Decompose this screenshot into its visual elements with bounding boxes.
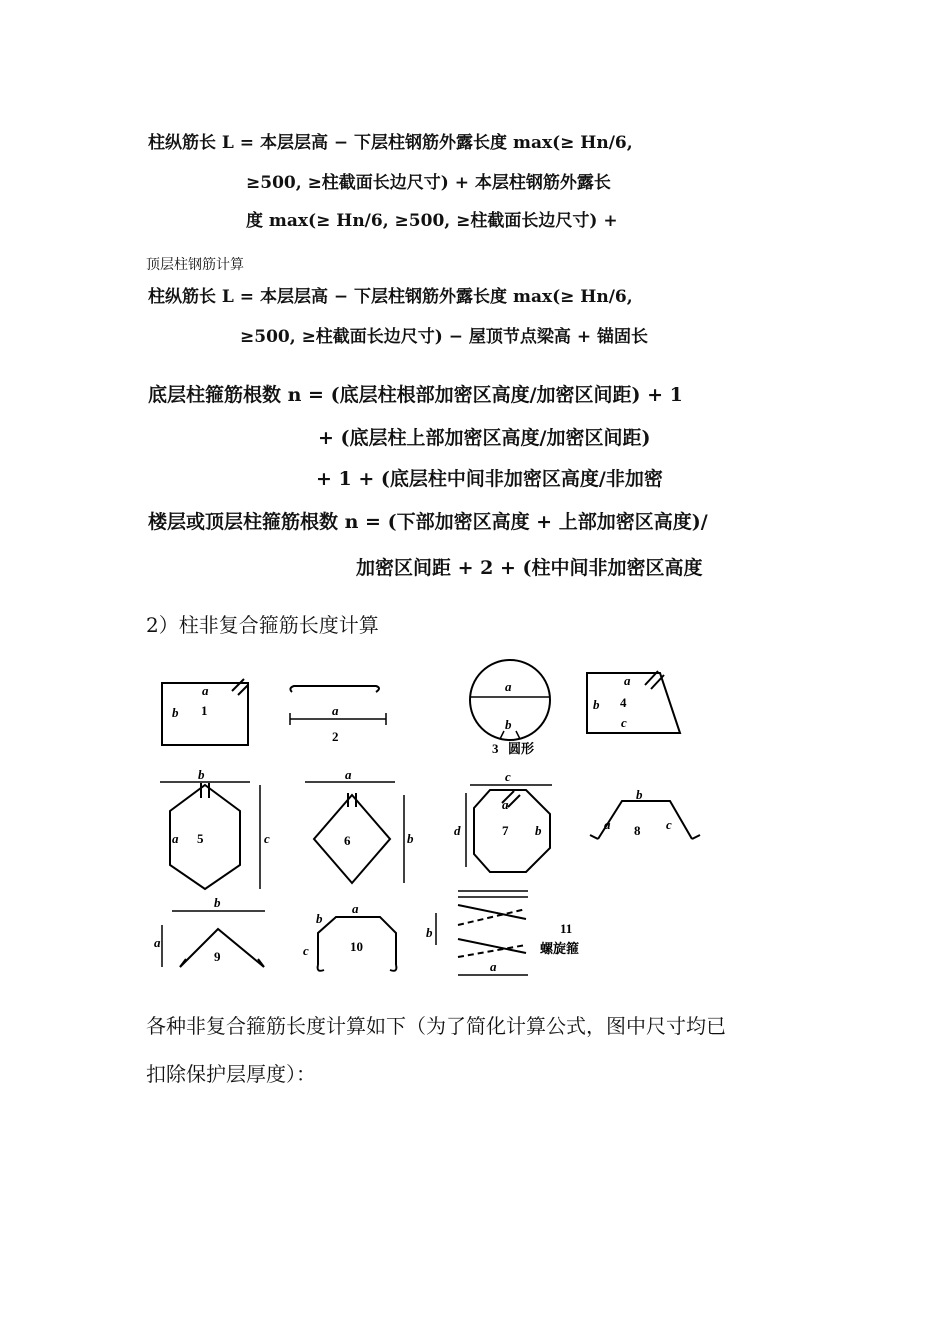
fig-label-5b: b bbox=[198, 767, 205, 782]
stirrup-count-line-4: 楼层或顶层柱箍筋根数 n = (下部加密区高度 + 上部加密区高度)/ bbox=[148, 511, 708, 533]
fig-label-3a: a bbox=[505, 679, 512, 694]
fig-label-11b: b bbox=[426, 925, 433, 940]
fig-label-7b: b bbox=[535, 823, 542, 838]
fig-label-4a: a bbox=[624, 673, 631, 688]
stirrup-count-line-5: 加密区间距 + 2 + (柱中间非加密区高度 bbox=[356, 557, 703, 579]
fig-num-3: 3 bbox=[492, 741, 499, 756]
paragraph-line-2: 扣除保护层厚度）： bbox=[146, 1062, 316, 1086]
fig-label-1b: b bbox=[172, 705, 179, 720]
fig-num-1: 1 bbox=[201, 703, 208, 718]
section-heading: 2）柱非复合箍筋长度计算 bbox=[146, 613, 379, 637]
fig-label-10a: a bbox=[352, 901, 359, 916]
fig-label-3b: b bbox=[505, 717, 512, 732]
stirrup-shapes-figure bbox=[140, 655, 720, 990]
fig-label-6a: a bbox=[345, 767, 352, 782]
fig-num-10: 10 bbox=[350, 939, 363, 954]
fig-num-2: 2 bbox=[332, 729, 339, 744]
fig-num-8: 8 bbox=[634, 823, 641, 838]
fig-num-9: 9 bbox=[214, 949, 221, 964]
fig-label-9b: b bbox=[214, 895, 221, 910]
fig-label-9a: a bbox=[154, 935, 161, 950]
formula-mid-line-2: ≥500, ≥柱截面长边尺寸) + 本层柱钢筋外露长 bbox=[246, 173, 611, 193]
top-floor-heading: 顶层柱钢筋计算 bbox=[146, 257, 244, 273]
fig-label-7d: d bbox=[454, 823, 461, 838]
fig-label-10b: b bbox=[316, 911, 323, 926]
stirrup-count-line-3: + 1 + (底层柱中间非加密区高度/非加密 bbox=[316, 468, 663, 490]
fig-label-10c: c bbox=[303, 943, 309, 958]
fig-label-5a: a bbox=[172, 831, 179, 846]
fig-num-11: 11 bbox=[560, 921, 573, 936]
fig-label-8b: b bbox=[636, 787, 643, 802]
formula-mid-line-3: 度 max(≥ Hn/6, ≥500, ≥柱截面长边尺寸) + bbox=[246, 211, 618, 231]
stirrup-count-line-2: + (底层柱上部加密区高度/加密区间距) bbox=[318, 427, 651, 449]
stirrup-count-line-1: 底层柱箍筋根数 n = (底层柱根部加密区高度/加密区间距) + 1 bbox=[148, 384, 683, 406]
fig-label-11a: a bbox=[490, 959, 497, 974]
formula-mid-line-1: 柱纵筋长 L = 本层层高 − 下层柱钢筋外露长度 max(≥ Hn/6, bbox=[148, 133, 633, 153]
fig-name-3: 圆形 bbox=[508, 741, 535, 756]
fig-label-5c: c bbox=[264, 831, 270, 846]
fig-label-4c: c bbox=[621, 715, 627, 730]
fig-label-6b: b bbox=[407, 831, 414, 846]
fig-label-2a: a bbox=[332, 703, 339, 718]
fig-label-4b: b bbox=[593, 697, 600, 712]
fig-label-7c: c bbox=[505, 769, 511, 784]
fig-num-6: 6 bbox=[344, 833, 351, 848]
fig-num-7: 7 bbox=[502, 823, 509, 838]
formula-top-line-1: 柱纵筋长 L = 本层层高 − 下层柱钢筋外露长度 max(≥ Hn/6, bbox=[148, 287, 633, 307]
fig-num-4: 4 bbox=[620, 695, 627, 710]
fig-label-1a: a bbox=[202, 683, 209, 698]
fig-label-7a: a bbox=[502, 797, 509, 812]
fig-name-11: 螺旋箍 bbox=[540, 941, 580, 956]
formula-top-line-2: ≥500, ≥柱截面长边尺寸) − 屋顶节点梁高 + 锚固长 bbox=[240, 327, 649, 347]
fig-label-8c: c bbox=[666, 817, 672, 832]
paragraph-line-1: 各种非复合箍筋长度计算如下（为了简化计算公式，图中尺寸均已 bbox=[146, 1014, 726, 1038]
fig-label-8a: a bbox=[604, 817, 611, 832]
fig-num-5: 5 bbox=[197, 831, 204, 846]
